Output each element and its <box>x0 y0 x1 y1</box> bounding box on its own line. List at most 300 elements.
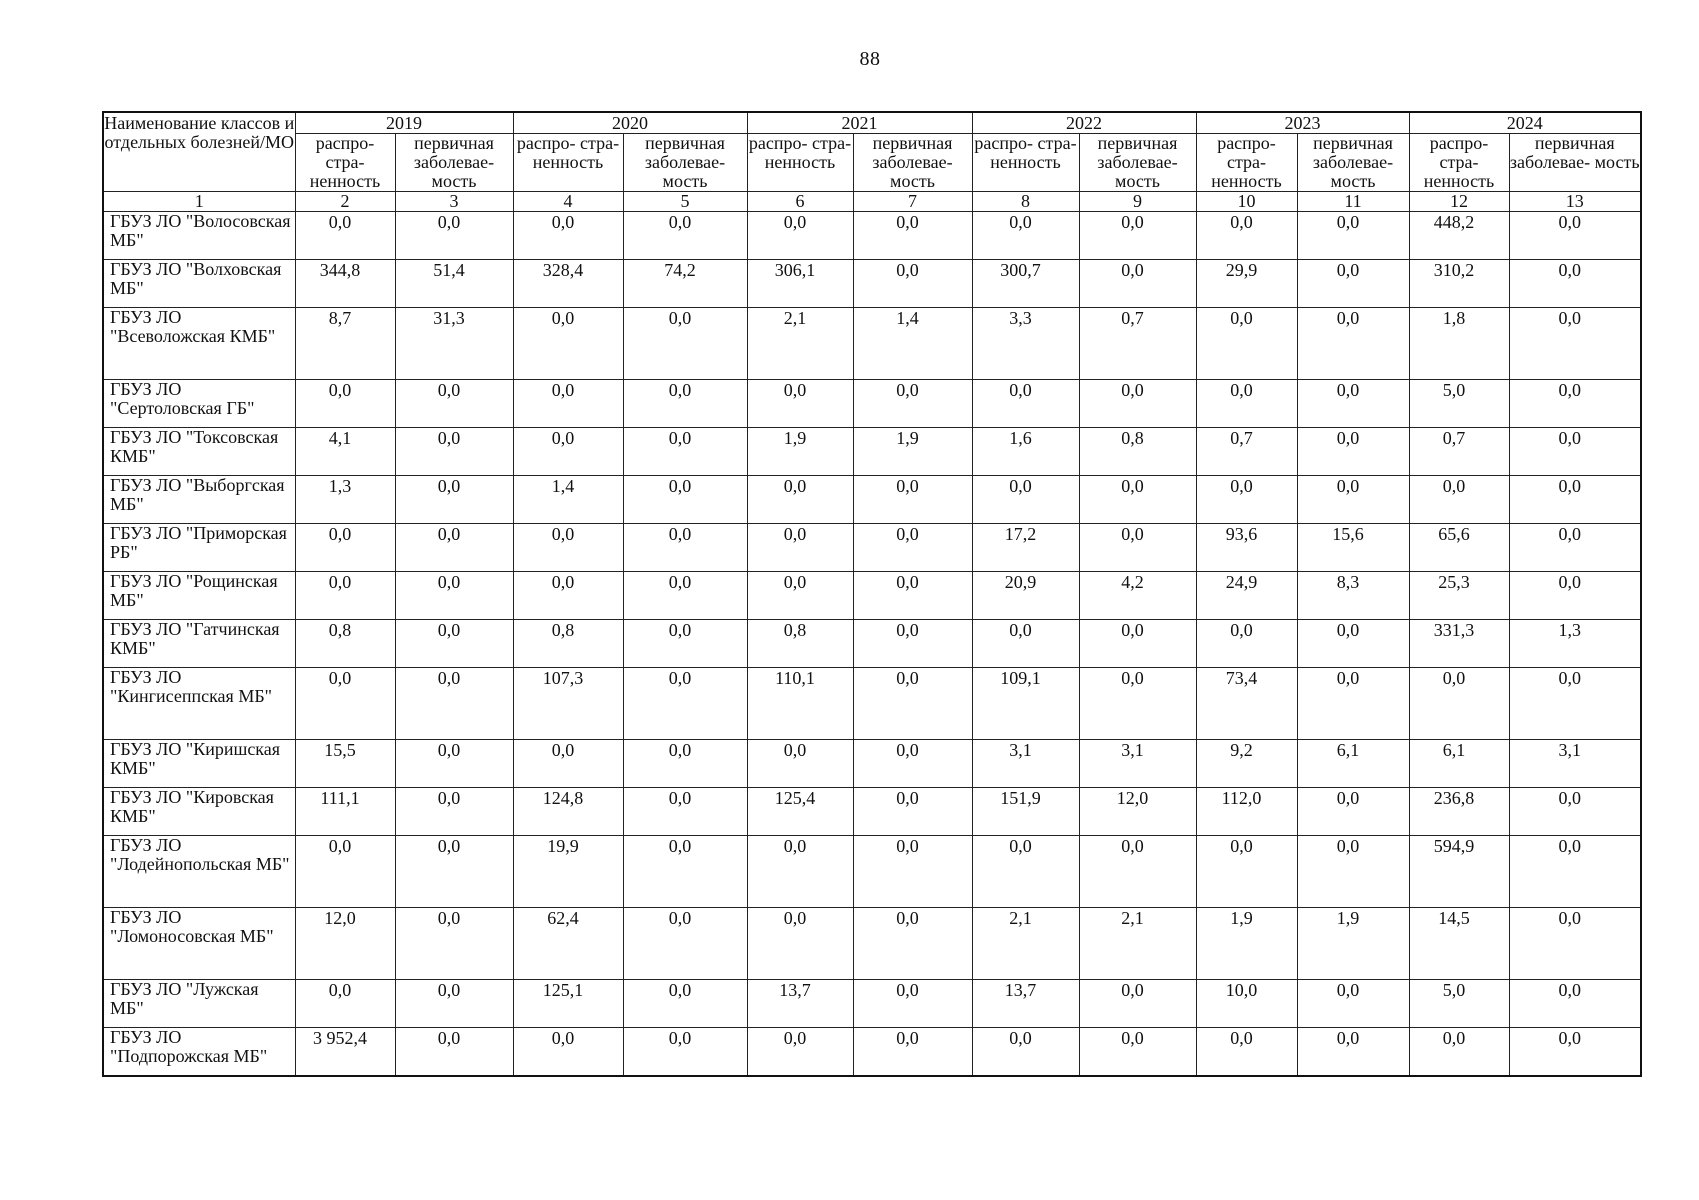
incidence-value <box>1079 908 1196 980</box>
cell-value: 151,9 <box>1000 788 1041 808</box>
cell-value: 93,6 <box>1225 524 1258 544</box>
prevalence-value <box>1409 836 1509 908</box>
name-column-header: Наименование классов и отдельных болезней/МО <box>103 112 295 192</box>
prevalence-value <box>972 524 1079 572</box>
cell-value: 0,0 <box>1336 1028 1360 1048</box>
cell-value: 0,0 <box>1558 668 1581 688</box>
cell-value: 1,9 <box>896 428 919 448</box>
incidence-value <box>1509 620 1641 668</box>
column-number-11: 11 <box>1297 192 1409 212</box>
cell-value: 0,0 <box>783 380 807 400</box>
table-row <box>103 572 1641 620</box>
cell-value: 0,0 <box>668 572 692 592</box>
cell-value: 0,0 <box>437 668 461 688</box>
cell-value: 74,2 <box>664 260 696 280</box>
prevalence-value <box>1409 308 1509 380</box>
prevalence-value <box>513 260 623 308</box>
incidence-value <box>1079 260 1196 308</box>
cell-value: 5,0 <box>1442 380 1466 400</box>
incidence-value <box>395 668 513 740</box>
cell-value: 0,0 <box>1121 836 1144 856</box>
facility-name: ГБУЗ ЛО "Приморская РБ" <box>103 524 295 572</box>
prevalence-value <box>513 212 623 260</box>
cell-value: 0,0 <box>783 476 807 496</box>
incidence-value <box>1079 476 1196 524</box>
prevalence-value <box>1196 908 1297 980</box>
incidence-header-2021: первичная заболевае- мость <box>853 134 972 192</box>
cell-value: 0,0 <box>1230 380 1253 400</box>
incidence-header-2024: первичная заболевае- мость <box>1509 134 1641 192</box>
incidence-value <box>1297 620 1409 668</box>
incidence-value <box>623 380 747 428</box>
incidence-value <box>853 428 972 476</box>
prevalence-value <box>295 740 395 788</box>
facility-name: ГБУЗ ЛО "Гатчинская КМБ" <box>103 620 295 668</box>
prevalence-value <box>295 788 395 836</box>
prevalence-value <box>972 1028 1079 1077</box>
cell-value: 1,8 <box>1442 308 1466 328</box>
prevalence-value <box>295 620 395 668</box>
cell-value: 0,0 <box>1336 620 1360 640</box>
cell-value: 2,1 <box>1121 908 1144 928</box>
prevalence-value <box>972 380 1079 428</box>
prevalence-value <box>972 836 1079 908</box>
prevalence-value <box>1196 620 1297 668</box>
cell-value: 0,0 <box>1009 380 1032 400</box>
incidence-header-2020: первичная заболевае- мость <box>623 134 747 192</box>
cell-value: 8,3 <box>1336 572 1360 592</box>
cell-value: 2,1 <box>783 308 807 328</box>
incidence-value <box>1297 572 1409 620</box>
cell-value: 0,0 <box>437 740 461 760</box>
table-row <box>103 308 1641 380</box>
prevalence-value <box>1409 980 1509 1028</box>
cell-value: 0,0 <box>551 572 575 592</box>
incidence-value <box>395 740 513 788</box>
cell-value: 300,7 <box>1000 260 1041 280</box>
prevalence-value <box>747 980 853 1028</box>
cell-value: 306,1 <box>774 260 816 280</box>
cell-value: 0,0 <box>896 980 919 1000</box>
incidence-value <box>853 212 972 260</box>
table-row <box>103 260 1641 308</box>
table-row <box>103 620 1641 668</box>
column-number-2: 2 <box>295 192 395 212</box>
cell-value: 0,0 <box>328 980 352 1000</box>
incidence-value <box>1297 476 1409 524</box>
column-number-13: 13 <box>1509 192 1641 212</box>
cell-value: 0,0 <box>1009 476 1032 496</box>
prevalence-value <box>1196 380 1297 428</box>
cell-value: 0,0 <box>437 980 461 1000</box>
incidence-value <box>395 788 513 836</box>
cell-value: 124,8 <box>542 788 584 808</box>
prevalence-value <box>295 260 395 308</box>
prevalence-value <box>1196 572 1297 620</box>
cell-value: 0,0 <box>896 620 919 640</box>
table-row <box>103 524 1641 572</box>
incidence-value <box>1079 1028 1196 1077</box>
prevalence-value <box>1196 428 1297 476</box>
cell-value: 0,0 <box>896 836 919 856</box>
incidence-value <box>395 380 513 428</box>
incidence-value <box>1079 380 1196 428</box>
table-row <box>103 980 1641 1028</box>
prevalence-value <box>1409 1028 1509 1077</box>
cell-value: 0,0 <box>1009 836 1032 856</box>
prevalence-value <box>1196 740 1297 788</box>
cell-value: 109,1 <box>1000 668 1041 688</box>
year-header-2020: 2020 <box>513 112 747 134</box>
cell-value: 0,0 <box>1009 1028 1032 1048</box>
cell-value: 31,3 <box>433 308 465 328</box>
cell-value: 0,0 <box>783 1028 807 1048</box>
cell-value: 0,0 <box>437 620 461 640</box>
cell-value: 0,0 <box>783 572 807 592</box>
facility-name: ГБУЗ ЛО "Лужская МБ" <box>103 980 295 1028</box>
cell-value: 1,3 <box>328 476 352 496</box>
incidence-value <box>1079 668 1196 740</box>
prevalence-value <box>1409 428 1509 476</box>
cell-value: 0,0 <box>896 788 919 808</box>
cell-value: 0,0 <box>668 1028 692 1048</box>
prevalence-value <box>747 1028 853 1077</box>
incidence-value <box>1297 740 1409 788</box>
incidence-value <box>853 476 972 524</box>
cell-value: 328,4 <box>542 260 584 280</box>
incidence-value <box>623 572 747 620</box>
incidence-value <box>623 428 747 476</box>
table-row <box>103 740 1641 788</box>
incidence-value <box>395 308 513 380</box>
prevalence-value <box>513 428 623 476</box>
prevalence-value <box>747 260 853 308</box>
cell-value: 0,0 <box>783 908 807 928</box>
cell-value: 0,8 <box>783 620 807 640</box>
incidence-value <box>1509 308 1641 380</box>
incidence-value <box>1509 572 1641 620</box>
prevalence-value <box>295 212 395 260</box>
prevalence-value <box>747 788 853 836</box>
cell-value: 0,0 <box>1230 308 1253 328</box>
prevalence-value <box>1409 788 1509 836</box>
incidence-value <box>623 788 747 836</box>
prevalence-value <box>972 908 1079 980</box>
incidence-value <box>1079 740 1196 788</box>
cell-value: 331,3 <box>1433 620 1475 640</box>
cell-value: 0,8 <box>1121 428 1144 448</box>
table-row <box>103 428 1641 476</box>
incidence-value <box>1297 788 1409 836</box>
cell-value: 1,4 <box>896 308 919 328</box>
year-header-2021: 2021 <box>747 112 972 134</box>
incidence-value <box>1509 1028 1641 1077</box>
incidence-value <box>1509 260 1641 308</box>
cell-value: 15,5 <box>324 740 356 760</box>
facility-name: ГБУЗ ЛО "Волосовская МБ" <box>103 212 295 260</box>
cell-value: 0,0 <box>328 572 352 592</box>
cell-value: 0,0 <box>437 380 461 400</box>
cell-value: 0,0 <box>896 572 919 592</box>
prevalence-value <box>295 980 395 1028</box>
prevalence-value <box>295 1028 395 1077</box>
incidence-value <box>623 908 747 980</box>
cell-value: 62,4 <box>547 908 579 928</box>
cell-value: 13,7 <box>779 980 811 1000</box>
prevalence-value <box>295 476 395 524</box>
cell-value: 0,0 <box>1121 476 1144 496</box>
cell-value: 0,0 <box>328 380 352 400</box>
incidence-value <box>623 620 747 668</box>
cell-value: 0,0 <box>896 380 919 400</box>
incidence-value <box>1297 908 1409 980</box>
cell-value: 0,0 <box>896 260 919 280</box>
incidence-value <box>623 668 747 740</box>
incidence-value <box>1297 428 1409 476</box>
cell-value: 1,4 <box>551 476 575 496</box>
incidence-value <box>1297 668 1409 740</box>
incidence-value <box>853 620 972 668</box>
cell-value: 6,1 <box>1336 740 1360 760</box>
prevalence-value <box>1409 476 1509 524</box>
cell-value: 0,0 <box>896 1028 919 1048</box>
prevalence-value <box>1409 740 1509 788</box>
cell-value: 6,1 <box>1442 740 1466 760</box>
prevalence-value <box>513 740 623 788</box>
prevalence-value <box>972 620 1079 668</box>
incidence-value <box>623 740 747 788</box>
incidence-value <box>395 836 513 908</box>
prevalence-value <box>295 668 395 740</box>
facility-name: ГБУЗ ЛО "Ломоносовская МБ" <box>103 908 295 980</box>
prevalence-value <box>513 524 623 572</box>
incidence-value <box>1297 260 1409 308</box>
cell-value: 0,0 <box>551 308 575 328</box>
incidence-value <box>853 908 972 980</box>
cell-value: 0,0 <box>1336 380 1360 400</box>
incidence-value <box>1509 668 1641 740</box>
cell-value: 0,8 <box>551 620 575 640</box>
cell-value: 20,9 <box>1004 572 1037 592</box>
prevalence-value <box>747 476 853 524</box>
cell-value: 594,9 <box>1433 836 1475 856</box>
prevalence-value <box>1409 260 1509 308</box>
incidence-value <box>395 908 513 980</box>
incidence-value <box>853 308 972 380</box>
incidence-value <box>1509 788 1641 836</box>
incidence-value <box>1079 620 1196 668</box>
cell-value: 15,6 <box>1332 524 1364 544</box>
cell-value: 0,0 <box>668 908 692 928</box>
cell-value: 0,0 <box>551 212 575 232</box>
table-row <box>103 380 1641 428</box>
cell-value: 4,2 <box>1121 572 1144 592</box>
cell-value: 310,2 <box>1433 260 1475 280</box>
prevalence-value <box>972 572 1079 620</box>
cell-value: 0,0 <box>1121 212 1144 232</box>
cell-value: 3,1 <box>1121 740 1144 760</box>
cell-value: 0,0 <box>896 476 919 496</box>
prevalence-value <box>295 572 395 620</box>
incidence-value <box>395 428 513 476</box>
prevalence-value <box>972 260 1079 308</box>
incidence-value <box>1509 212 1641 260</box>
cell-value: 0,0 <box>437 572 461 592</box>
prevalence-value <box>747 836 853 908</box>
cell-value: 19,9 <box>547 836 579 856</box>
prevalence-value <box>747 428 853 476</box>
prevalence-value <box>747 572 853 620</box>
cell-value: 0,0 <box>896 908 919 928</box>
incidence-value <box>1079 212 1196 260</box>
cell-value: 0,0 <box>668 836 692 856</box>
incidence-value <box>623 980 747 1028</box>
cell-value: 107,3 <box>542 668 584 688</box>
incidence-value <box>853 980 972 1028</box>
year-header-2022: 2022 <box>972 112 1196 134</box>
prevalence-value <box>513 476 623 524</box>
prevalence-value <box>513 836 623 908</box>
prevalence-value <box>972 980 1079 1028</box>
cell-value: 0,7 <box>1121 308 1144 328</box>
prevalence-value <box>1409 620 1509 668</box>
cell-value: 0,0 <box>1009 620 1032 640</box>
cell-value: 125,1 <box>542 980 584 1000</box>
prevalence-value <box>295 908 395 980</box>
incidence-value <box>1079 308 1196 380</box>
cell-value: 236,8 <box>1433 788 1475 808</box>
prevalence-value <box>513 668 623 740</box>
cell-value: 0,0 <box>783 836 807 856</box>
year-header-2024: 2024 <box>1409 112 1641 134</box>
incidence-value <box>853 740 972 788</box>
prevalence-value <box>747 740 853 788</box>
incidence-value <box>853 572 972 620</box>
cell-value: 0,0 <box>896 740 919 760</box>
cell-value: 0,0 <box>437 524 461 544</box>
prevalence-value <box>1196 1028 1297 1077</box>
facility-name: ГБУЗ ЛО "Киришская КМБ" <box>103 740 295 788</box>
cell-value: 0,0 <box>1336 836 1360 856</box>
cell-value: 0,0 <box>328 524 352 544</box>
incidence-value <box>623 308 747 380</box>
cell-value: 1,9 <box>1230 908 1253 928</box>
cell-value: 0,0 <box>668 524 692 544</box>
cell-value: 0,0 <box>668 476 692 496</box>
cell-value: 344,8 <box>319 260 361 280</box>
cell-value: 0,0 <box>668 308 692 328</box>
cell-value: 0,0 <box>437 428 461 448</box>
cell-value: 0,0 <box>1230 212 1253 232</box>
prevalence-header-2019: распро- стра- ненность <box>295 134 395 192</box>
incidence-value <box>1509 428 1641 476</box>
cell-value: 0,0 <box>1558 212 1581 232</box>
incidence-value <box>395 212 513 260</box>
cell-value: 1,9 <box>783 428 807 448</box>
prevalence-header-2022: распро- стра- ненность <box>972 134 1079 192</box>
column-number-6: 6 <box>747 192 853 212</box>
cell-value: 0,0 <box>1336 980 1360 1000</box>
cell-value: 0,0 <box>783 212 807 232</box>
prevalence-header-2024: распро- стра- ненность <box>1409 134 1509 192</box>
cell-value: 0,0 <box>1121 668 1144 688</box>
column-number-5: 5 <box>623 192 747 212</box>
incidence-value <box>623 260 747 308</box>
cell-value: 0,0 <box>1336 476 1360 496</box>
cell-value: 5,0 <box>1442 980 1466 1000</box>
cell-value: 0,0 <box>668 980 692 1000</box>
cell-value: 0,0 <box>1230 1028 1253 1048</box>
prevalence-value <box>513 572 623 620</box>
cell-value: 0,0 <box>896 524 919 544</box>
table-row <box>103 788 1641 836</box>
cell-value: 448,2 <box>1433 212 1475 232</box>
year-header-2023: 2023 <box>1196 112 1409 134</box>
prevalence-value <box>1196 836 1297 908</box>
prevalence-value <box>295 524 395 572</box>
facility-name: ГБУЗ ЛО "Всеволожская КМБ" <box>103 308 295 380</box>
prevalence-value <box>972 212 1079 260</box>
prevalence-value <box>295 380 395 428</box>
cell-value: 0,0 <box>1558 908 1581 928</box>
cell-value: 0,0 <box>668 380 692 400</box>
morbidity-table <box>102 111 1642 1077</box>
incidence-value <box>1297 212 1409 260</box>
incidence-value <box>1509 836 1641 908</box>
cell-value: 0,0 <box>896 668 919 688</box>
cell-value: 0,0 <box>1558 260 1581 280</box>
prevalence-header-2020: распро- стра- ненность <box>513 134 623 192</box>
cell-value: 0,0 <box>783 740 807 760</box>
cell-value: 0,0 <box>437 788 461 808</box>
column-number-7: 7 <box>853 192 972 212</box>
cell-value: 8,7 <box>328 308 352 328</box>
cell-value: 0,0 <box>1558 524 1581 544</box>
cell-value: 0,0 <box>437 212 461 232</box>
cell-value: 73,4 <box>1225 668 1258 688</box>
cell-value: 0,0 <box>328 836 352 856</box>
prevalence-value <box>513 380 623 428</box>
prevalence-value <box>1196 668 1297 740</box>
cell-value: 0,0 <box>1121 260 1144 280</box>
incidence-value <box>1079 788 1196 836</box>
cell-value: 0,0 <box>783 524 807 544</box>
cell-value: 0,0 <box>437 1028 461 1048</box>
cell-value: 0,0 <box>1121 1028 1144 1048</box>
incidence-value <box>623 836 747 908</box>
incidence-value <box>853 380 972 428</box>
cell-value: 51,4 <box>433 260 465 280</box>
table-row <box>103 1028 1641 1077</box>
cell-value: 0,0 <box>668 668 692 688</box>
cell-value: 1,3 <box>1558 620 1581 640</box>
incidence-header-2023: первичная заболевае- мость <box>1297 134 1409 192</box>
prevalence-value <box>295 836 395 908</box>
prevalence-header-2021: распро- стра- ненность <box>747 134 853 192</box>
incidence-header-2022: первичная заболевае- мость <box>1079 134 1196 192</box>
prevalence-value <box>1196 476 1297 524</box>
incidence-value <box>1509 380 1641 428</box>
facility-name: ГБУЗ ЛО "Подпорожская МБ" <box>103 1028 295 1077</box>
cell-value: 0,0 <box>551 1028 575 1048</box>
prevalence-value <box>747 668 853 740</box>
cell-value: 0,0 <box>551 740 575 760</box>
incidence-value <box>1297 380 1409 428</box>
facility-name: ГБУЗ ЛО "Токсовская КМБ" <box>103 428 295 476</box>
cell-value: 0,0 <box>328 212 352 232</box>
cell-value: 0,0 <box>1121 524 1144 544</box>
cell-value: 110,1 <box>775 668 815 688</box>
